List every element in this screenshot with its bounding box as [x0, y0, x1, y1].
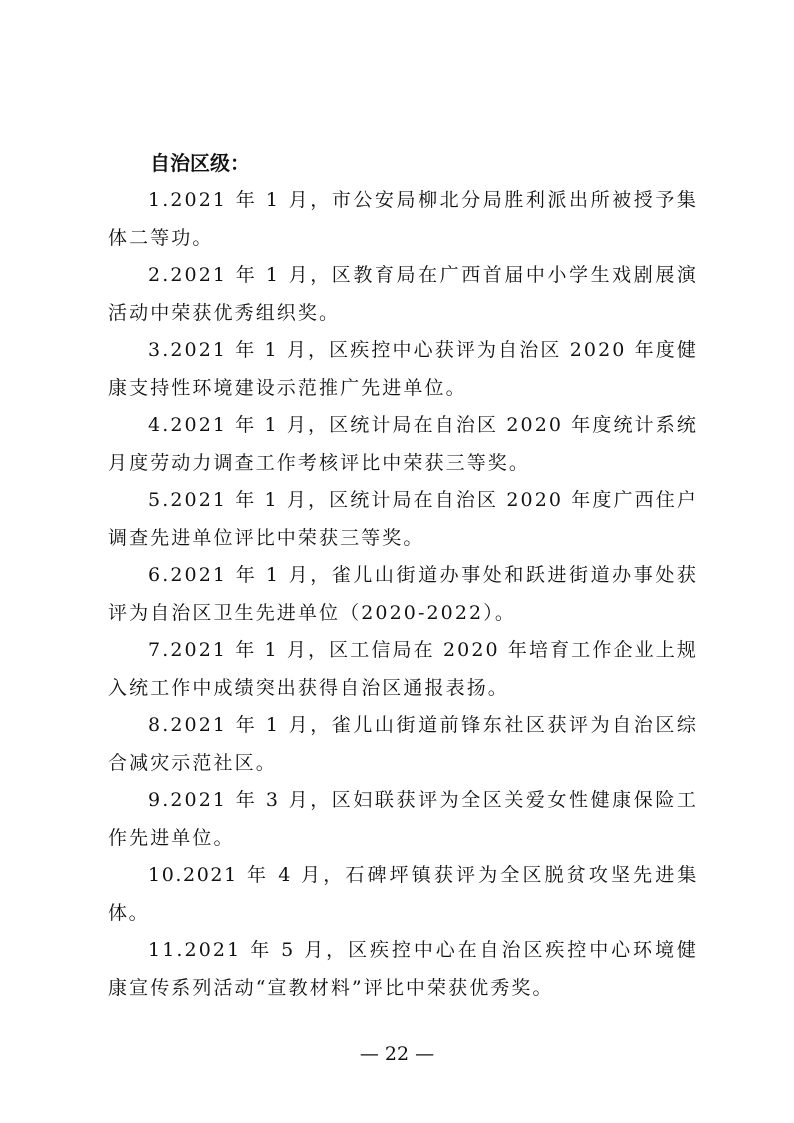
list-item: 6.2021 年 1 月，雀儿山街道办事处和跃进街道办事处获评为自治区卫生先进单位（2020-2022）。 — [108, 564, 698, 624]
list-item: 3.2021 年 1 月，区疾控中心获评为自治区 2020 年度健康支持性环境建设示范推广先进单位。 — [108, 339, 698, 399]
list-item: 11.2021 年 5 月，区疾控中心在自治区疾控中心环境健康宣传系列活动“宣教材料”评比中荣获优秀奖。 — [108, 939, 698, 999]
document-body — [108, 145, 698, 1007]
list-item: 1.2021 年 1 月，市公安局柳北分局胜利派出所被授予集体二等功。 — [108, 189, 698, 249]
list-item: 5.2021 年 1 月，区统计局在自治区 2020 年度广西住户调查先进单位评比中荣获三等奖。 — [108, 489, 698, 549]
page-number: — 22 — — [359, 1043, 435, 1065]
list-item: 4.2021 年 1 月，区统计局在自治区 2020 年度统计系统月度劳动力调查工作考核评比中荣获三等奖。 — [108, 414, 698, 474]
list-item: 7.2021 年 1 月，区工信局在 2020 年培育工作企业上规入统工作中成绩突出获得自治区通报表扬。 — [108, 639, 698, 699]
list-item: 8.2021 年 1 月，雀儿山街道前锋东社区获评为自治区综合减灾示范社区。 — [108, 714, 698, 774]
section-heading: 自治区级： — [150, 151, 250, 175]
list-item: 10.2021 年 4 月，石碑坪镇获评为全区脱贫攻坚先进集体。 — [108, 864, 698, 924]
list-item: 9.2021 年 3 月，区妇联获评为全区关爱女性健康保险工作先进单位。 — [108, 789, 698, 849]
list-item: 2.2021 年 1 月，区教育局在广西首届中小学生戏剧展演活动中荣获优秀组织奖。 — [108, 264, 698, 324]
